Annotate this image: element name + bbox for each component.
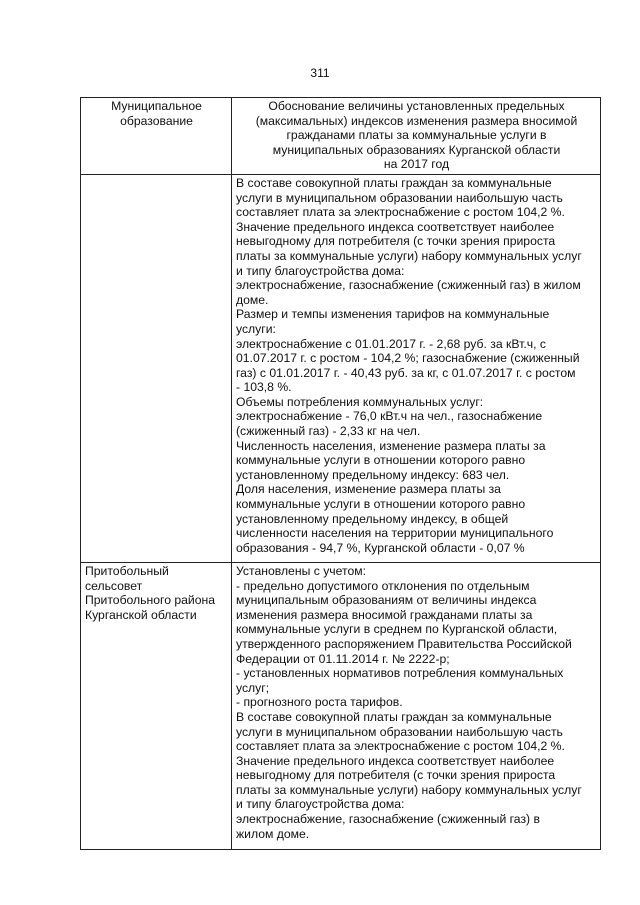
text-line: - предельно допустимого отклонения по отдельным (236, 578, 530, 593)
row-2-text (232, 562, 601, 849)
text-line: услуги: (236, 321, 276, 336)
header-line: на 2017 год (383, 157, 450, 172)
text-line: платы за коммунальные услуги) набору коммунальных услуг (236, 248, 582, 263)
text-line: Значение предельного индекса соответствует наиболее (236, 219, 555, 234)
header-line: (максимальных) индексов изменения размера вносимой (255, 113, 578, 128)
text-line: установленному предельному индексу: 683 чел. (236, 467, 510, 482)
text-line: муниципальным образованиям от величины индекса (236, 593, 537, 608)
text-line: Размер и темпы изменения тарифов на коммунальные (236, 307, 550, 322)
text-line: (сжиженный газ) - 2,33 кг на чел. (236, 424, 421, 439)
text-line: жилом доме. (236, 826, 310, 841)
text-line: - установленных нормативов потребления коммунальных (236, 666, 564, 681)
text-line: электроснабжение, газоснабжение (сжиженный газ) в жилом (236, 278, 581, 293)
municipality-line: сельсовет (85, 578, 143, 593)
text-line: Численность населения, изменение размера платы за (236, 438, 546, 453)
text-line: Установлены с учетом: (236, 563, 366, 578)
municipality-line: Притобольный (85, 563, 169, 578)
text-line: услуги в муниципальном образовании наибольшую часть (236, 724, 563, 739)
text-line: и типу благоустройства дома: (236, 797, 405, 812)
text-line: и типу благоустройства дома: (236, 263, 405, 278)
row-1-text (232, 174, 601, 562)
text-line: услуги в муниципальном образовании наибольшую часть (236, 190, 563, 205)
text-line: невыгодному для потребителя (с точки зрения прироста (236, 768, 556, 783)
text-line: - 103,8 %. (236, 380, 292, 395)
text-line: Федерации от 01.11.2014 г. № 2222-р; (236, 651, 450, 666)
table-header-row (81, 98, 601, 175)
text-line: электроснабжение - 76,0 кВт.ч на чел., газоснабжение (236, 409, 543, 424)
text-line: - прогнозного роста тарифов. (236, 695, 403, 710)
text-line: Значение предельного индекса соответствует наиболее (236, 753, 555, 768)
text-line: утвержденного распоряжением Правительства Российской (236, 636, 572, 651)
table-row (81, 174, 601, 562)
header-line: Муниципальное (111, 99, 202, 113)
text-line: образования - 94,7 %, Курганской области - 0,07 % (236, 540, 525, 555)
header-justification (232, 98, 601, 175)
tariff-justification-table (80, 97, 601, 850)
text-line: В составе совокупной платы граждан за коммунальные (236, 175, 552, 190)
text-line: установленному предельному индексу, в общей (236, 511, 509, 526)
text-line: коммунальные услуги в отношении которого равно (236, 497, 526, 512)
text-line: коммунальные услуги в среднем по Курганской области, (236, 622, 558, 637)
row-1-municipality (81, 174, 232, 562)
text-line: изменения размера вносимой гражданами платы за (236, 607, 533, 622)
text-line: платы за коммунальные услуги) набору коммунальных услуг (236, 782, 582, 797)
page-number: 311 (310, 66, 330, 80)
municipality-line: Притобольного района (85, 593, 216, 608)
text-line: электроснабжение, газоснабжение (сжиженный газ) в (236, 812, 540, 827)
header-municipality (81, 98, 232, 175)
text-line: доме. (236, 292, 269, 307)
text-line: газ) с 01.01.2017 г. - 40,43 руб. за кг, с 01.07.2017 г. с ростом (236, 365, 576, 380)
text-line: составляет плата за электроснабжение с ростом 104,2 %. (236, 205, 565, 220)
text-line: В составе совокупной платы граждан за коммунальные (236, 709, 552, 724)
text-line: численности населения на территории муниципального (236, 526, 554, 541)
text-line: Объемы потребления коммунальных услуг: (236, 394, 484, 409)
municipality-line: Курганской области (85, 607, 197, 622)
text-line: коммунальные услуги в отношении которого равно (236, 453, 526, 468)
row-2-municipality (81, 562, 232, 849)
text-line: невыгодному для потребителя (с точки зрения прироста (236, 234, 556, 249)
header-line: Обоснование величины установленных предельных (268, 99, 565, 113)
table-row (81, 562, 601, 849)
header-line: муниципальных образованиях Курганской области (272, 142, 561, 157)
header-line: гражданами платы за коммунальные услуги в (286, 128, 547, 143)
text-line: составляет плата за электроснабжение с ростом 104,2 %. (236, 739, 565, 754)
text-line: 01.07.2017 г. с ростом - 104,2 %; газоснабжение (сжиженный (236, 351, 580, 366)
header-line: образование (120, 113, 193, 128)
text-line: электроснабжение с 01.01.2017 г. - 2,68 руб. за кВт.ч, с (236, 336, 546, 351)
text-line: Доля населения, изменение размера платы за (236, 482, 501, 497)
text-line: услуг; (236, 680, 270, 695)
